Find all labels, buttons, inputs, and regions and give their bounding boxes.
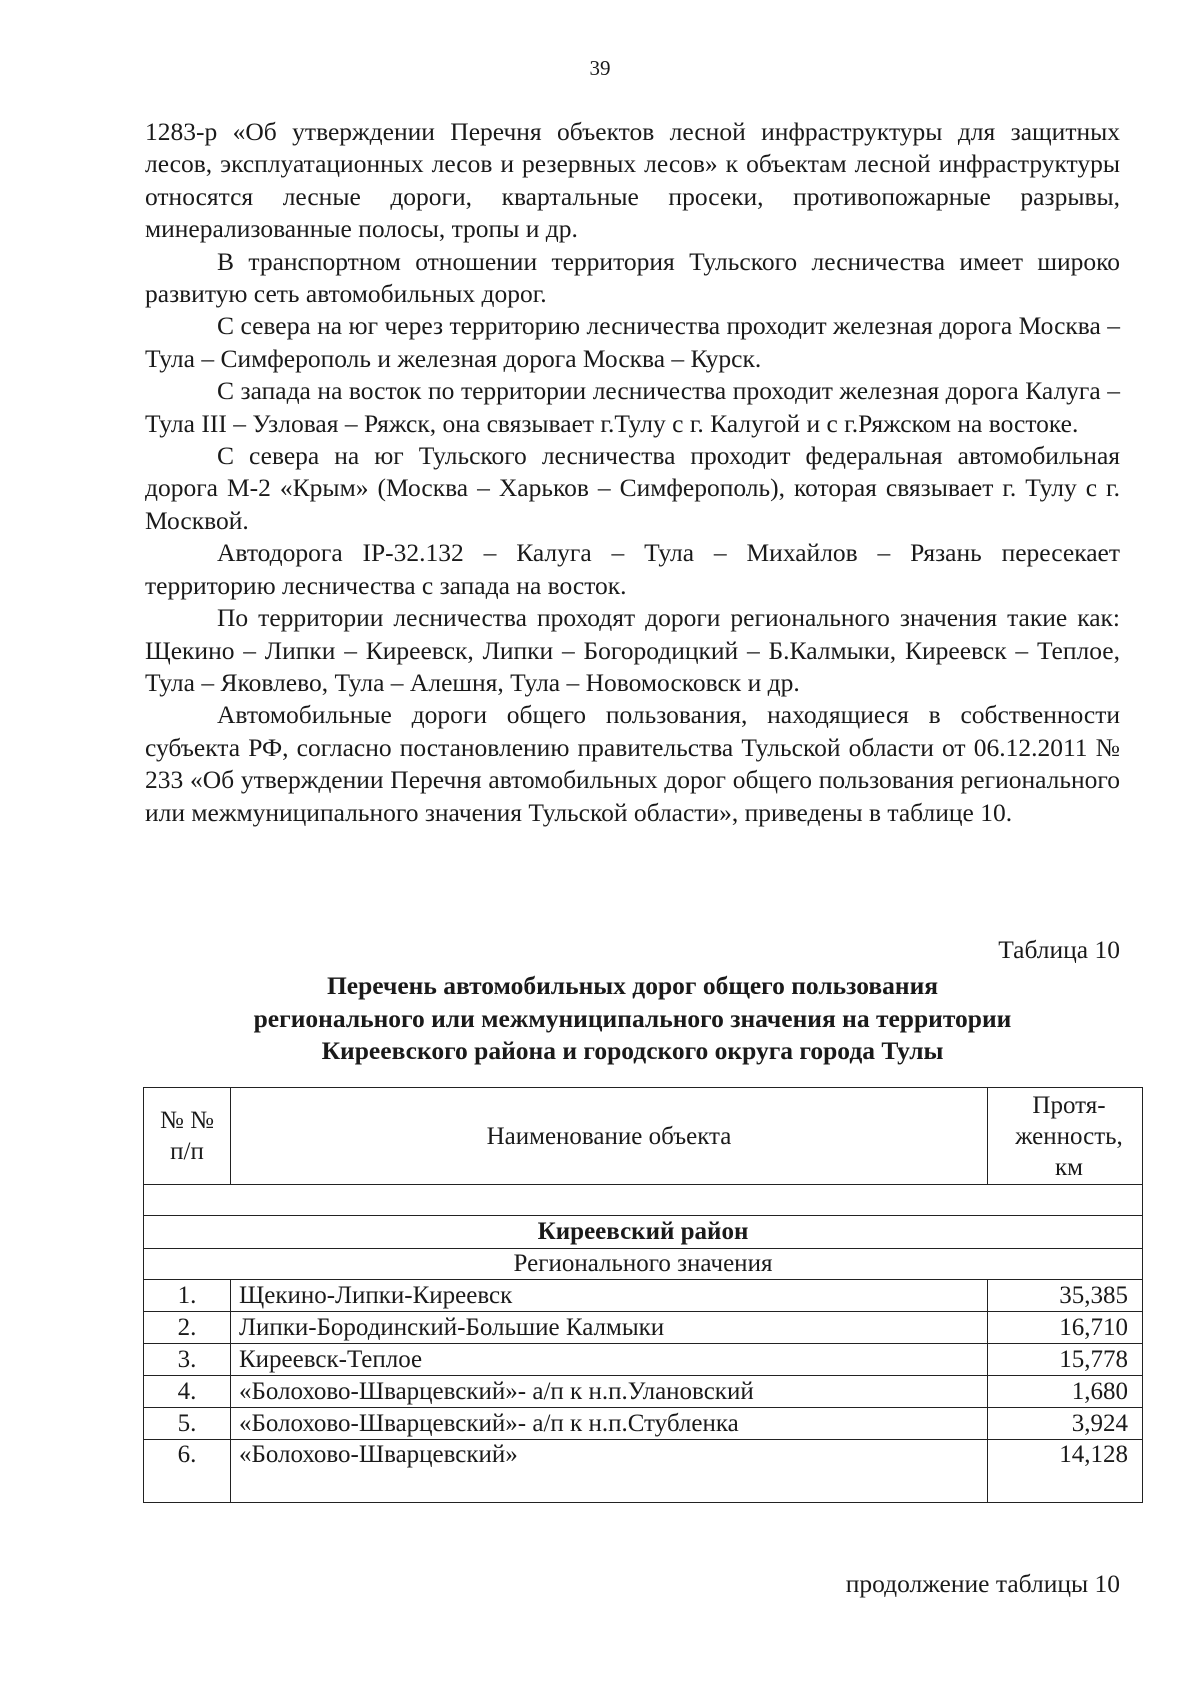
table-label: Таблица 10 [998,935,1120,964]
row-number: 3. [144,1344,231,1376]
row-name: «Болохово-Шварцевский» [231,1440,988,1503]
table-row [144,1376,1143,1408]
table-row [144,1440,1143,1503]
table-title [145,970,1120,1068]
table-title-line: регионального или межмуниципального значения на территории [253,1003,1012,1033]
row-length: 16,710 [988,1312,1143,1344]
row-number: 4. [144,1376,231,1408]
header-length: Протя- женность, км [988,1088,1143,1185]
row-number: 6. [144,1440,231,1503]
paragraph: С севера на юг Тульского лесничества проходит федеральная автомобильная дорога М-2 «Крым» (Москва – Харьков – Симферополь), которая связывает г. Тулу с г. Москвой. [145,441,1120,535]
table-group-row [144,1216,1143,1249]
header-number: № № п/п [144,1088,231,1185]
row-number: 5. [144,1408,231,1440]
row-name: Липки-Бородинский-Большие Калмыки [231,1312,988,1344]
row-name: Киреевск-Теплое [231,1344,988,1376]
subgroup-title: Регионального значения [144,1249,1143,1280]
table-subgroup-row [144,1249,1143,1280]
table-row [144,1280,1143,1312]
page-number: 39 [589,56,611,80]
roads-table [143,1087,1143,1503]
row-name: «Болохово-Шварцевский»- а/п к н.п.Улановский [231,1376,988,1408]
paragraph: С севера на юг через территорию лесничества проходит железная дорога Москва – Тула – Симферополь и железная дорога Москва – Курск. [145,311,1120,373]
row-number: 2. [144,1312,231,1344]
paragraph: Автодорога IP-32.132 – Калуга – Тула – Михайлов – Рязань пересекает территорию лесничества с запада на восток. [145,538,1120,600]
table-title-line: Киреевского района и городского округа города Тулы [321,1036,944,1065]
table-header-row [144,1088,1143,1185]
row-length: 35,385 [988,1280,1143,1312]
table-row [144,1408,1143,1440]
row-name: Щекино-Липки-Киреевск [231,1280,988,1312]
paragraph: 1283-р «Об утверждении Перечня объектов лесной инфраструктуры для защитных лесов, эксплуатационных лесов и резервных лесов» к объектам лесной инфраструктуры относятся лесные дороги, квартальные просеки, противопожарные разрывы, минерализованные полосы, тропы и др. [145,117,1120,244]
table-row [144,1344,1143,1376]
row-length: 15,778 [988,1344,1143,1376]
group-title: Киреевский район [144,1216,1143,1249]
header-name: Наименование объекта [231,1088,988,1185]
row-length: 1,680 [988,1376,1143,1408]
row-length: 14,128 [988,1440,1143,1503]
paragraph: С запада на восток по территории лесничества проходит железная дорога Калуга – Тула III – Узловая – Ряжск, она связывает г.Тулу с г. Калугой и с г.Ряжском на востоке. [145,376,1120,438]
body-text [145,116,1120,829]
table-title-line: Перечень автомобильных дорог общего пользования [326,971,939,1000]
paragraph: По территории лесничества проходят дороги регионального значения такие как: Щекино – Липки – Киреевск, Липки – Богородицкий – Б.Калмыки, Киреевск – Теплое, Тула – Яковлево, Тула – Алешня, Тула – Новомосковск и др. [145,603,1120,697]
table-spacer-row [144,1185,1143,1216]
paragraph: Автомобильные дороги общего пользования, находящиеся в собственности субъекта РФ, согласно постановлению правительства Тульской области от 06.12.2011 № 233 «Об утверждении Перечня автомобильных дорог общего пользования регионального или межмуниципального значения Тульской области», приведены в таблице 10. [145,700,1120,827]
row-name: «Болохово-Шварцевский»- а/п к н.п.Стубленка [231,1408,988,1440]
row-length: 3,924 [988,1408,1143,1440]
row-number: 1. [144,1280,231,1312]
paragraph: В транспортном отношении территория Тульского лесничества имеет широко развитую сеть автомобильных дорог. [145,246,1120,309]
table-continuation-note: продолжение таблицы 10 [845,1569,1120,1598]
table-row [144,1312,1143,1344]
